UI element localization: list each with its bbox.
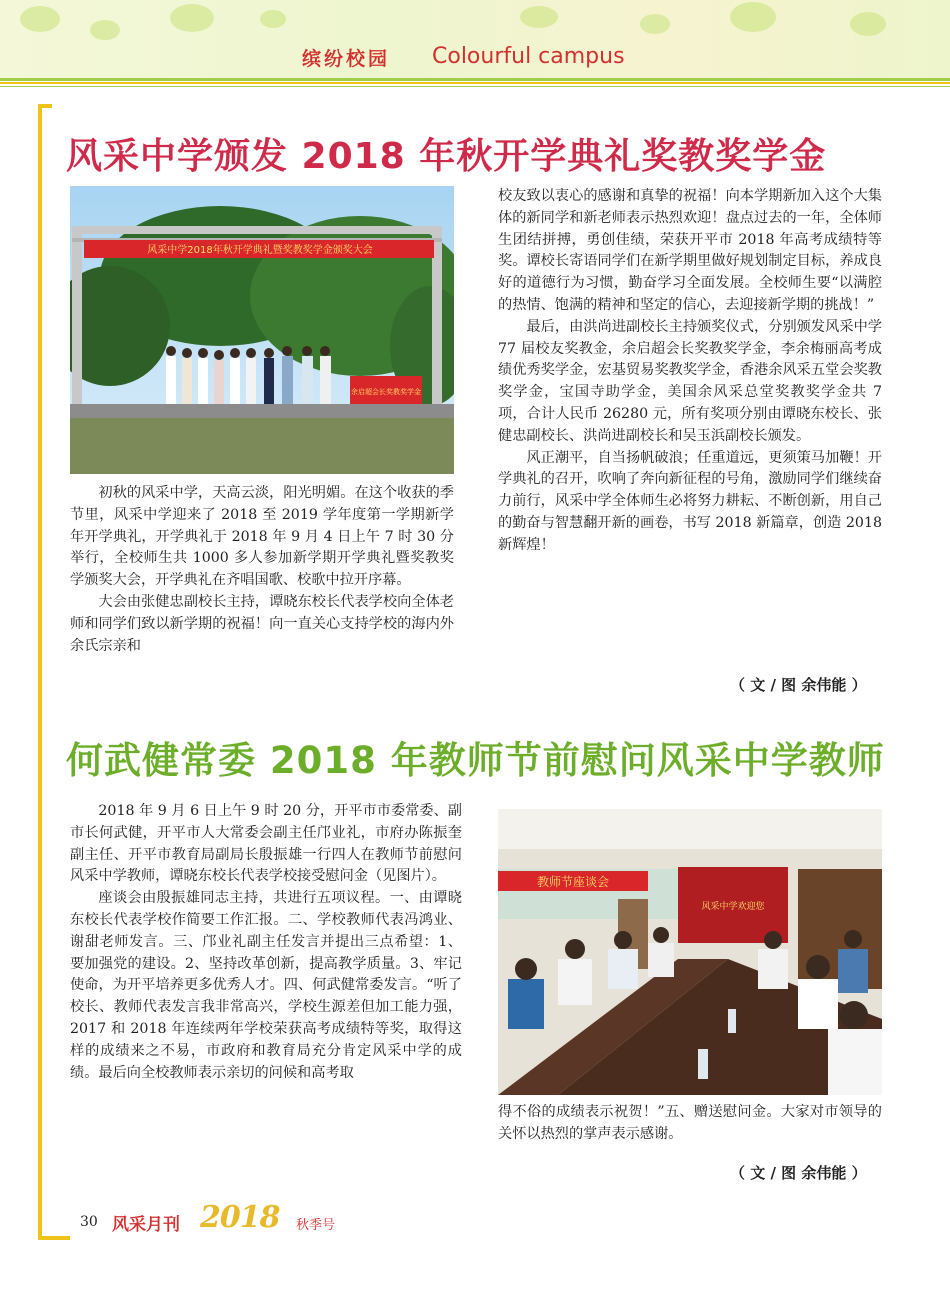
article2-title: 何武健常委 2018 年教师节前慰问风采中学教师 <box>66 739 885 782</box>
article1-photo <box>70 186 454 474</box>
article1-photo-banner-text: 风采中学2018年秋开学典礼暨奖教奖学金颁奖大会 <box>147 245 373 256</box>
article2-photo-banner-text: 教师节座谈会 <box>536 875 610 889</box>
frame-left-line <box>38 104 42 1240</box>
article2-left-column <box>70 801 462 1084</box>
header-stripe-yellow <box>0 82 950 84</box>
people-group <box>166 346 331 404</box>
article1-left-paragraph: 初秋的风采中学，天高云淡，阳光明媚。在这个收获的季节里，风采中学迎来了 2018 至 2019 学年度第一学期新学年开学典礼，开学典礼于 2018 年 9 月 4 日上午 7 时 30 分举行，全校师生共 1000 多人参加新学期开学典礼暨奖教奖学颁奖大会，开学典礼在齐唱国歌、校歌中拉开序幕。 <box>70 485 454 589</box>
article1-title: 风采中学颁发 2018 年秋开学典礼奖教奖学金 <box>66 136 827 177</box>
magazine-year-logo: 2018 <box>200 1200 280 1235</box>
frame-bottom-line <box>38 1236 70 1240</box>
article1-photo-sign-text: 余启超会长奖教奖学金 <box>351 388 421 396</box>
section-title-cn: 缤纷校园 <box>302 48 391 70</box>
article2-right-paragraph: 得不俗的成绩表示祝贺！”五、赠送慰问金。大家对市领导的关怀以热烈的掌声表示感谢。 <box>498 1104 882 1142</box>
article2-photo-wall-text: 风采中学欢迎您 <box>701 902 765 912</box>
article1-right-paragraph: 最后，由洪尚进副校长主持颁奖仪式，分别颁发风采中学 77 届校友奖教金，余启超会长奖教奖学金，李余梅丽高考成绩优秀奖学金，宏基贸易奖教奖学金，香港余风采五堂会奖教奖学金，宝国寺助学金，美国余风采总堂奖教奖学金共 7 项，合计人民币 26280 元，所有奖项分别由谭晓东校长、张健忠副校长、洪尚进副校长和吴玉浜副校长颁发。 <box>498 318 882 444</box>
header-stripe-thin <box>0 86 950 87</box>
article2-photo <box>498 809 882 1095</box>
magazine-name: 风采月刊 <box>112 1215 180 1235</box>
article2-left-paragraph: 2018 年 9 月 6 日上午 9 时 20 分，开平市市委常委、副市长何武健，开平市人大常委会副主任邝业礼，市府办陈振奎副主任、开平市教育局副局长殷振雄一行四人在教师节前慰问风采中学教师，谭晓东校长代表学校接受慰问金（见图片）。 <box>70 803 462 885</box>
magazine-season: 秋季号 <box>296 1218 336 1233</box>
section-title-en: Colourful campus <box>432 44 625 69</box>
article1-credit: （ 文 / 图 余伟能 ） <box>730 676 867 694</box>
page-number: 30 <box>80 1214 98 1230</box>
article1-left-column <box>70 483 454 657</box>
header-stripe-green <box>0 78 950 81</box>
article2-right-column <box>498 1102 882 1146</box>
frame-top-line <box>38 104 52 108</box>
article1-left-paragraph: 大会由张健忠副校长主持，谭晓东校长代表学校向全体老师和同学们致以新学期的祝福！向一直关心支持学校的海内外余氏宗亲和 <box>70 593 454 654</box>
article2-left-paragraph: 座谈会由殷振雄同志主持，共进行五项议程。一、由谭晓东校长代表学校作简要工作汇报。二、学校教师代表冯鸿业、谢甜老师发言。三、邝业礼副主任发言并提出三点希望：1、要加强党的建设。2、坚持改革创新，提高教学质量。3、牢记使命，为开平培养更多优秀人才。四、何武健常委发言。“听了校长、教师代表发言我非常高兴，学校生源差但加工能力强，2017 和 2018 年连续两年学校荣获高考成绩特等奖，取得这样的成绩来之不易，市政府和教育局充分肯定风采中学的成绩。最后向全校教师表示亲切的问候和高考取 <box>70 890 462 1081</box>
article1-right-paragraph: 风正潮平，自当扬帆破浪；任重道远，更须策马加鞭！开学典礼的召开，吹响了奔向新征程的号角，激励同学们继续奋力前行，风采中学全体师生必将努力耕耘、不断创新，用自己的勤奋与智慧翻开新的画卷，书写 2018 新篇章，创造 2018 新辉煌！ <box>498 449 882 553</box>
article1-right-paragraph: 校友致以衷心的感谢和真挚的祝福！向本学期新加入这个大集体的新同学和新老师表示热烈欢迎！盘点过去的一年，全体师生团结拼搏，勇创佳绩，荣获开平市 2018 年高考成绩特等奖。谭校长寄语同学们在新学期里做好规划制定目标，养成良好的道德行为习惯，勤奋学习全面发展。全校师生要“以满腔的热情、饱满的精神和坚定的信心，去迎接新学期的挑战！” <box>498 188 882 313</box>
article1-right-column <box>498 186 882 557</box>
article2-credit: （ 文 / 图 余伟能 ） <box>730 1164 867 1182</box>
